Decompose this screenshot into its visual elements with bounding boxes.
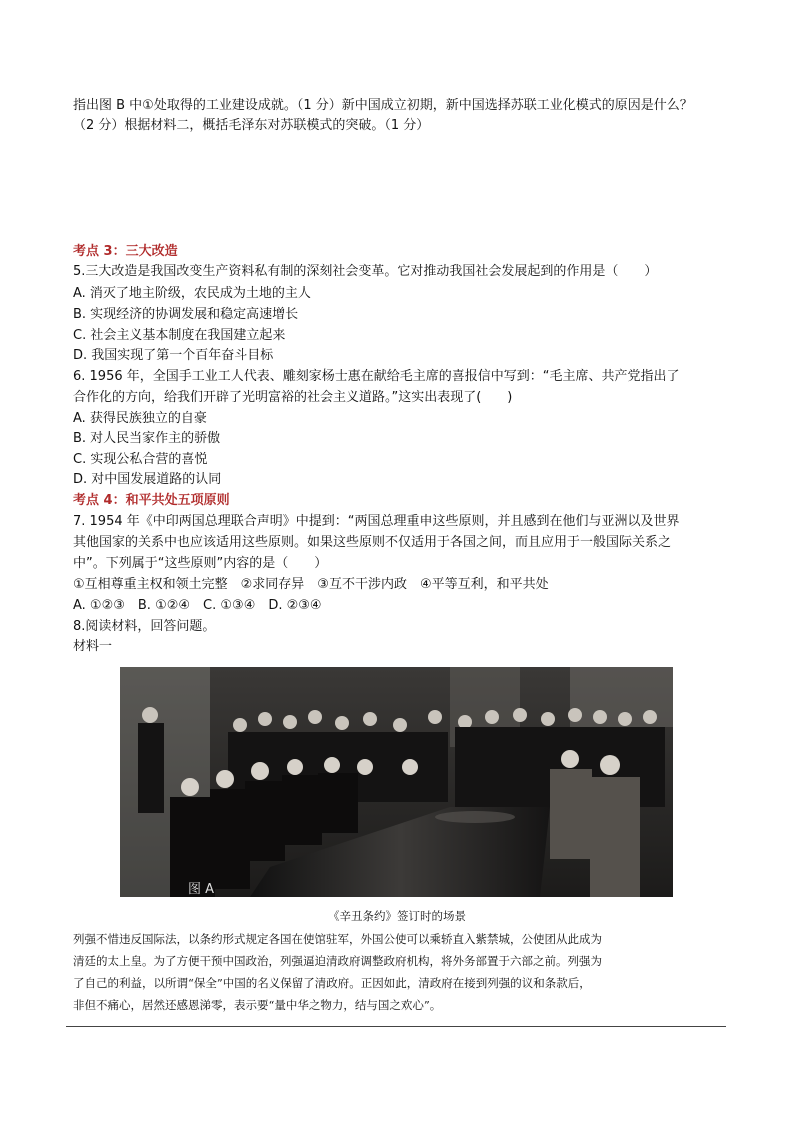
q7-stem-line-2: 其他国家的关系中也应该适用这些原则。如果这些原则不仅适用于各国之间，而且应用于一般国际关系之 — [73, 535, 672, 550]
q6-option-d: D. 对中国发展道路的认同 — [73, 472, 222, 487]
material-text-line-4: 非但不痛心，居然还感恩涕零，表示要“量中华之物力，结与国之欢心”。 — [73, 998, 442, 1012]
q6-option-a: A. 获得民族独立的自豪 — [73, 411, 207, 426]
q7-items: ①互相尊重主权和领土完整 ②求同存异 ③互不干涉内政 ④平等互利，和平共处 — [73, 577, 549, 592]
footer-divider — [66, 1026, 726, 1027]
q7-stem-line-3: 中”。下列属于“这些原则”内容的是（ ） — [73, 556, 328, 571]
material-text-line-1: 列强不惜违反国际法，以条约形式规定各国在使馆驻军，外国公使可以乘轿直入紫禁城，公使团从此成为 — [73, 932, 602, 946]
q7-stem-line-1: 7. 1954 年《中印两国总理联合声明》中提到：“两国总理重申这些原则，并且感到在他们与亚洲以及世界 — [73, 514, 680, 529]
question-line-2: （2 分）根据材料二，概括毛泽东对苏联模式的突破。（1 分） — [73, 118, 430, 133]
q5-option-b: B. 实现经济的协调发展和稳定高速增长 — [73, 307, 299, 322]
q6-stem-line-2: 合作化的方向，给我们开辟了光明富裕的社会主义道路。”这实出表现了( ) — [73, 390, 513, 405]
q5-stem: 5.三大改造是我国改变生产资料私有制的深刻社会变革。它对推动我国社会发展起到的作用是（ ） — [73, 264, 658, 279]
photo-illustration — [120, 667, 673, 897]
q7-options: A. ①②③ B. ①②④ C. ①③④ D. ②③④ — [73, 598, 322, 613]
q5-option-a: A. 消灭了地主阶级，农民成为土地的主人 — [73, 286, 311, 301]
q5-option-c: C. 社会主义基本制度在我国建立起来 — [73, 328, 286, 343]
q5-option-d: D. 我国实现了第一个百年奋斗目标 — [73, 348, 274, 363]
question-line-1: 指出图 B 中①处取得的工业建设成就。（1 分）新中国成立初期，新中国选择苏联工业化模式的原因是什么？ — [73, 98, 693, 113]
q6-option-c: C. 实现公私合营的喜悦 — [73, 452, 208, 467]
figure-label: 图 A — [188, 882, 215, 897]
historical-photo — [120, 667, 673, 897]
q6-option-b: B. 对人民当家作主的骄傲 — [73, 431, 221, 446]
q8-stem: 8.阅读材料，回答问题。 — [73, 619, 216, 634]
section-4-heading: 考点 4：和平共处五项原则 — [73, 493, 230, 508]
q6-stem-line-1: 6. 1956 年，全国手工业工人代表、雕刻家杨士惠在献给毛主席的喜报信中写到：“毛主席、共产党指出了 — [73, 369, 680, 384]
material-1-label: 材料一 — [73, 639, 113, 654]
material-text-line-3: 了自己的利益，以所谓“保全”中国的名义保留了清政府。正因如此，清政府在接到列强的议和条款后， — [73, 976, 591, 990]
photo-caption: 《辛丑条约》签订时的场景 — [328, 909, 466, 923]
material-text-line-2: 清廷的太上皇。为了方便干预中国政治，列强逼迫清政府调整政府机构，将外务部置于六部之前。列强为 — [73, 954, 602, 968]
section-3-heading: 考点 3：三大改造 — [73, 244, 178, 259]
